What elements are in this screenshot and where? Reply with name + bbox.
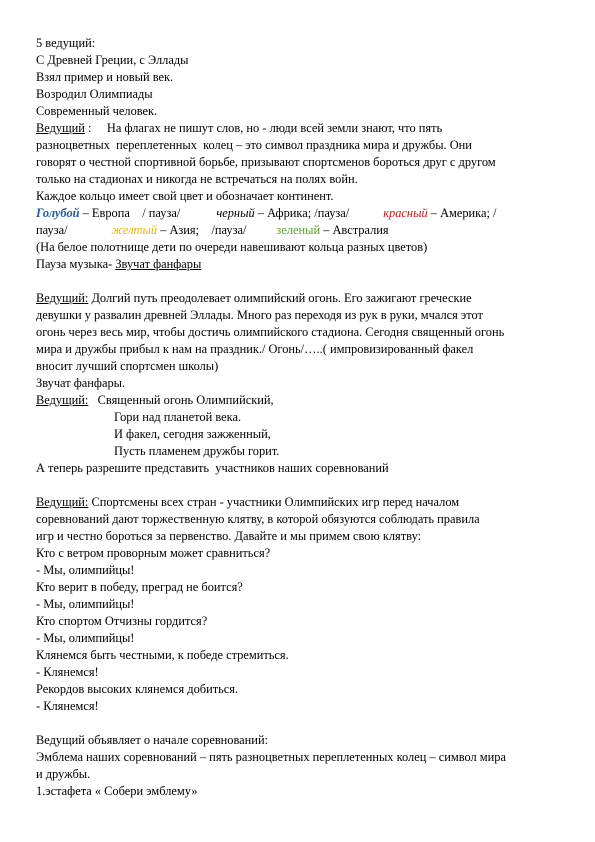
paragraph-line: говорят о честной спортивной борьбе, призывают спортсменов бороться друг с другом — [36, 155, 496, 169]
text-span: – Африка; /пауза/ — [254, 206, 350, 220]
paragraph-line: Каждое кольцо имеет свой цвет и обозначает континент. — [36, 189, 334, 203]
paragraph-line — [36, 495, 459, 510]
paragraph-line: Ведущий объявляет о начале соревнований: — [36, 733, 269, 747]
speaker-label: Ведущий: — [36, 393, 89, 407]
text-span: пауза/ — [36, 223, 68, 237]
speaker-label: Ведущий: — [36, 291, 89, 305]
yellow-ring-word: желтый — [111, 223, 158, 237]
paragraph-line: разноцветных переплетенных колец – это символ праздника мира и дружбы. Они — [36, 138, 472, 152]
paragraph-line: только на стадионах и никогда не встречаться на полях войн. — [36, 172, 358, 186]
oath-line: - Мы, олимпийцы! — [36, 631, 135, 645]
oath-line: Кто с ветром проворным может сравниться? — [36, 546, 271, 560]
paragraph-line — [36, 291, 472, 306]
text-span: Спортсмены всех стран - участники Олимпийских игр перед началом — [88, 495, 460, 509]
poem-line: Гори над планетой века. — [114, 410, 242, 424]
paragraph-line: огонь через весь мир, чтобы достичь олимпийского стадиона. Сегодня священный огонь — [36, 325, 505, 339]
music-cue — [36, 257, 201, 272]
poem-line: И факел, сегодня зажженный, — [114, 427, 271, 441]
paragraph-line: соревнований дают торжественную клятву, в которой обязуются соблюдать правила — [36, 512, 480, 526]
paragraph-line: мира и дружбы прибыл к нам на праздник./ Огонь/…..( импровизированный факел — [36, 342, 474, 356]
text-span: – Азия; /пауза/ — [157, 223, 247, 237]
speaker-label: Ведущий: — [36, 495, 89, 509]
paragraph-line: Эмблема наших соревнований – пять разноцветных переплетенных колец – символ мира — [36, 750, 506, 764]
text-span: : На флагах не пишут слов, но - люди всей земли знают, что пять — [84, 121, 443, 135]
verse-line: Современный человек. — [36, 104, 158, 118]
verse-line: Взял пример и новый век. — [36, 70, 174, 84]
poem-line — [36, 393, 274, 408]
oath-line: - Мы, олимпийцы! — [36, 563, 135, 577]
red-ring-word: красный — [383, 206, 428, 220]
paragraph-line: вносит лучший спортсмен школы) — [36, 359, 219, 373]
blue-ring-word: Голубой — [36, 206, 80, 220]
text-span: Священный огонь Олимпийский, — [88, 393, 274, 407]
relay-title: 1.эстафета « Собери эмблему» — [36, 784, 198, 798]
oath-line: - Клянемся! — [36, 665, 99, 679]
oath-line: - Мы, олимпийцы! — [36, 597, 135, 611]
oath-line: Кто верит в победу, преград не боится? — [36, 580, 243, 594]
text-span: – Австралия — [320, 223, 389, 237]
paragraph-line: А теперь разрешите представить участников наших соревнований — [36, 461, 389, 475]
text-span: – Америка; / — [427, 206, 497, 220]
paragraph-line — [36, 121, 442, 136]
oath-line: - Клянемся! — [36, 699, 99, 713]
fanfare-cue: Звучат фанфары — [115, 257, 202, 271]
paragraph-line: Звучат фанфары. — [36, 376, 126, 390]
text-span: Долгий путь преодолевает олимпийский огонь. Его зажигают греческие — [88, 291, 472, 305]
paragraph-line: и дружбы. — [36, 767, 91, 781]
colors-line — [36, 223, 389, 238]
verse-line: Возродил Олимпиады — [36, 87, 153, 101]
verse-line: С Древней Греции, с Эллады — [36, 53, 189, 67]
paragraph-line: девушки у развалин древней Эллады. Много раз переходя из рук в руки, мчался этот — [36, 308, 483, 322]
poem-line: Пусть пламенем дружбы горит. — [114, 444, 280, 458]
oath-line: Кто спортом Отчизны гордится? — [36, 614, 208, 628]
text-span: Пауза музыка- — [36, 257, 116, 271]
text-span: – Европа / пауза/ — [79, 206, 181, 220]
colors-line — [36, 206, 497, 221]
black-ring-word: черный — [216, 206, 255, 220]
speaker-heading: 5 ведущий: — [36, 36, 96, 50]
paragraph-line: игр и честно бороться за первенство. Давайте и мы примем свою клятву: — [36, 529, 422, 543]
green-ring-word: зеленый — [276, 223, 321, 237]
oath-line: Рекордов высоких клянемся добиться. — [36, 682, 239, 696]
oath-line: Клянемся быть честными, к победе стремиться. — [36, 648, 289, 662]
stage-note: (На белое полотнище дети по очереди навешивают кольца разных цветов) — [36, 240, 428, 254]
speaker-label: Ведущий — [36, 121, 85, 135]
